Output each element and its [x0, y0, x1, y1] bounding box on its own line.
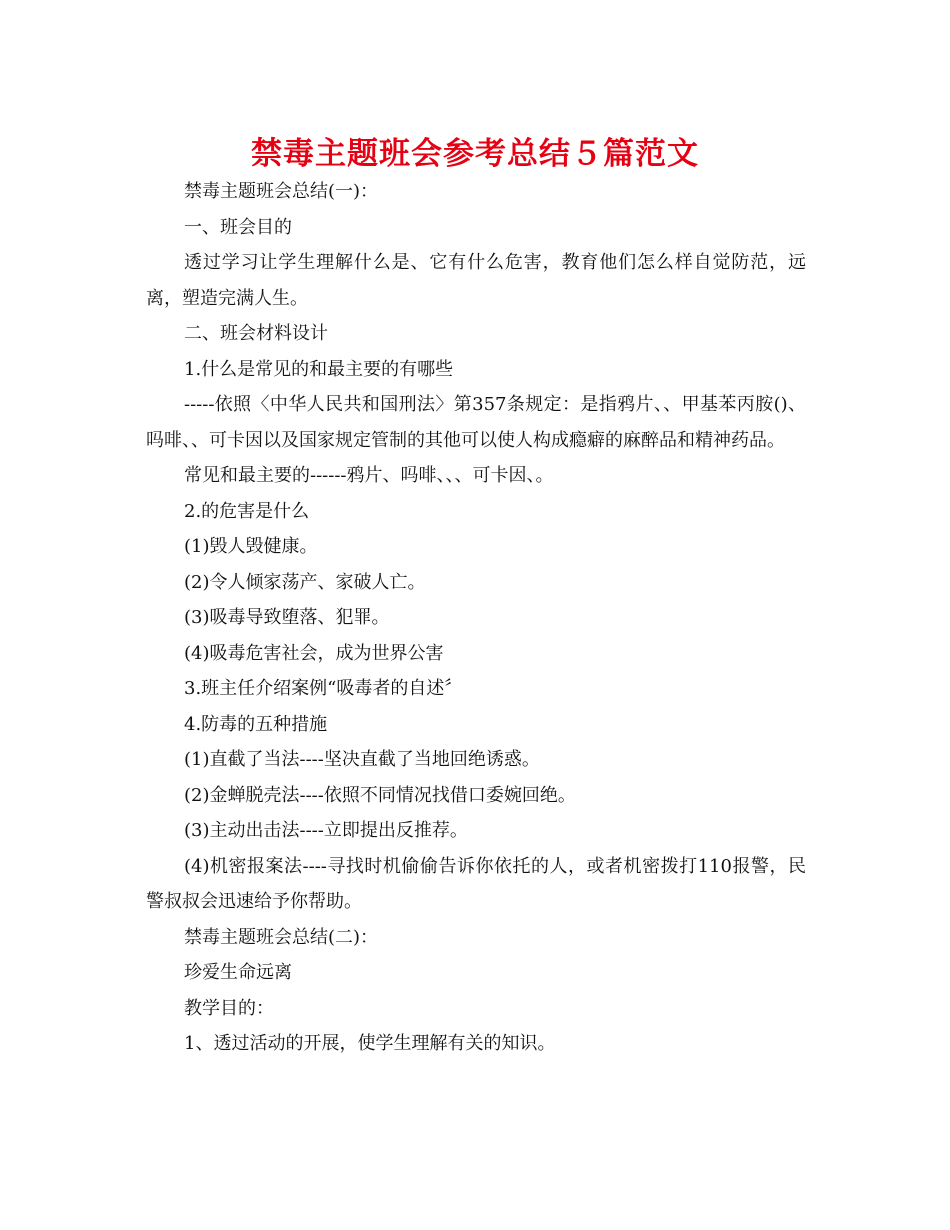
paragraph: 常见和最主要的------鸦片、吗啡、、、可卡因、。: [184, 465, 554, 486]
paragraph: (2)令人倾家荡产、家破人亡。: [184, 571, 426, 593]
paragraph: -----依照〈中华人民共和国刑法〉第357条规定：是指鸦片、、甲基苯丙胺()、吗啡、、可卡因以及国家规定管制的其他可以使人构成瘾癖的麻醉品和精神药品。: [146, 394, 806, 451]
paragraph: 4.防毒的五种措施: [184, 713, 328, 735]
document-title: 禁毒主题班会参考总结５篇范文: [251, 136, 699, 172]
paragraph: (1)直截了当法----坚决直截了当地回绝诱惑。: [184, 749, 540, 770]
paragraph: (4)机密报案法----寻找时机偷偷告诉你依托的人，或者机密拨打110报警，民警叔叔会迅速给予你帮助。: [146, 855, 806, 912]
document-body: [146, 174, 806, 1062]
paragraph: 教学目的：: [184, 997, 274, 1019]
paragraph: 1.什么是常见的和最主要的有哪些: [184, 358, 454, 380]
paragraph: 3.班主任介绍案例“吸毒者的自述〞: [184, 678, 463, 699]
paragraph: (2)金蝉脱壳法----依照不同情况找借口委婉回绝。: [184, 784, 576, 806]
paragraph: 1、透过活动的开展，使学生理解有关的知识。: [184, 1033, 556, 1054]
paragraph: 珍爱生命远离: [184, 962, 292, 983]
paragraph: (3)吸毒导致堕落、犯罪。: [184, 607, 390, 628]
paragraph: (1)毁人毁健康。: [184, 536, 318, 557]
paragraph: 禁毒主题班会总结(一)：: [184, 181, 379, 202]
paragraph: 禁毒主题班会总结(二)：: [184, 926, 379, 948]
paragraph: (3)主动出击法----立即提出反推荐。: [184, 820, 468, 841]
paragraph: 透过学习让学生理解什么是、它有什么危害，教育他们怎么样自觉防范，远离，塑造完满人生。: [146, 252, 806, 309]
paragraph: 二、班会材料设计: [184, 323, 328, 344]
paragraph: (4)吸毒危害社会，成为世界公害: [184, 642, 444, 664]
paragraph: 一、班会目的: [184, 216, 292, 238]
paragraph: 2.的危害是什么: [184, 500, 310, 522]
